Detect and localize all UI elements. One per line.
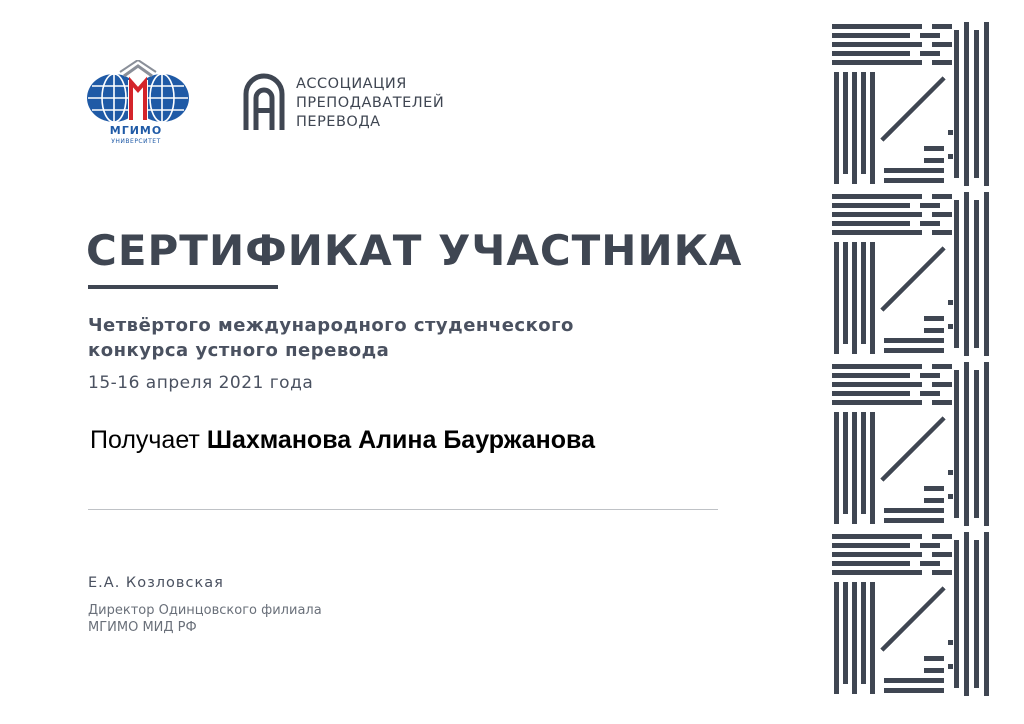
signer-name: Е.А. Козловская [88, 575, 224, 591]
event-name [88, 313, 574, 363]
association-name [296, 75, 444, 132]
event-name-line: Четвёртого международного студенческого [88, 315, 574, 336]
recipient-name: Шахманова Алина Бауржанова [206, 426, 595, 454]
association-name-line: ПЕРЕВОДА [296, 114, 381, 130]
recipient-line [90, 426, 595, 455]
association-name-line: АССОЦИАЦИЯ [296, 76, 407, 92]
mgimo-logo-name: МГИМО [109, 124, 163, 137]
certificate-title: СЕРТИФИКАТ УЧАСТНИКА [86, 226, 743, 275]
event-dates: 15-16 апреля 2021 года [88, 373, 314, 393]
signer-position-line: Директор Одинцовского филиала [88, 603, 322, 618]
association-logo-icon [242, 72, 286, 132]
recipient-prefix: Получает [90, 426, 200, 454]
decorative-pattern [832, 22, 994, 702]
signer-position-line: МГИМО МИД РФ [88, 620, 197, 635]
title-underline [88, 285, 278, 289]
association-name-line: ПРЕПОДАВАТЕЛЕЙ [296, 95, 445, 111]
mgimo-logo-subtitle: УНИВЕРСИТЕТ [111, 138, 161, 145]
event-name-line: конкурса устного перевода [88, 340, 390, 361]
signer-position [88, 602, 322, 636]
signature-line [88, 509, 718, 510]
